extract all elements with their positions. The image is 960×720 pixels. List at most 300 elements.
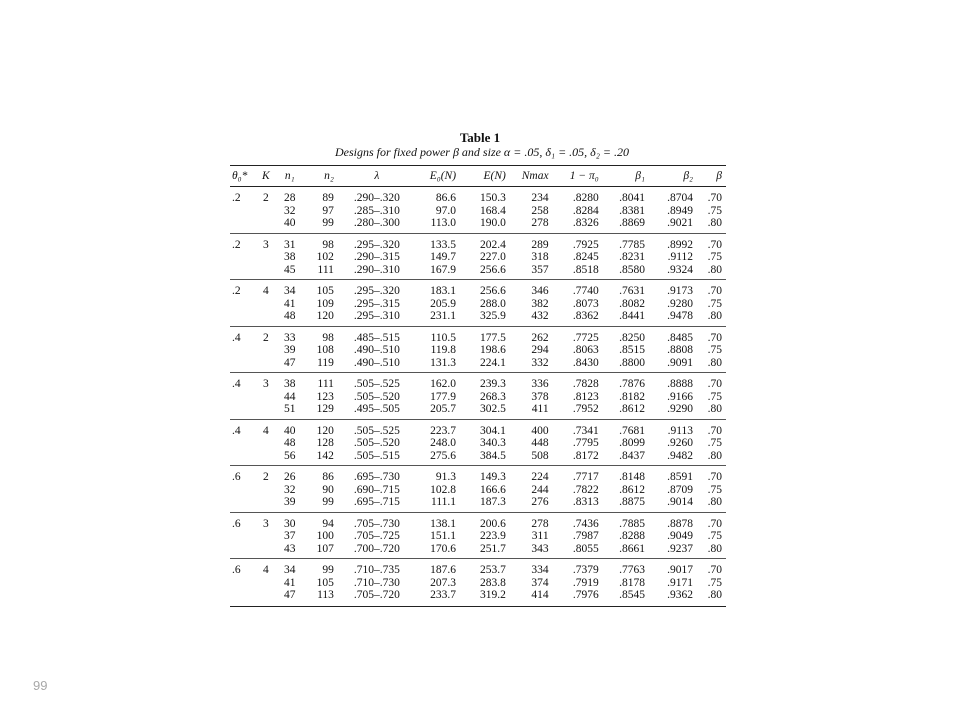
cell-n1: 39 bbox=[284, 496, 296, 508]
cell-en: 253.7 bbox=[458, 559, 508, 577]
cell-one-minus-pi0: .7919 bbox=[572, 576, 599, 589]
cell-e0n: 207.3 bbox=[430, 576, 457, 589]
cell-en: 224.1 bbox=[480, 356, 506, 369]
cell-nmax: 244 bbox=[531, 483, 549, 496]
cell-n1: 47 bbox=[284, 356, 296, 369]
cell-beta: .70 bbox=[695, 512, 726, 530]
table-title: Table 1 bbox=[459, 130, 501, 145]
table-row bbox=[230, 280, 726, 298]
cell-n1: 47 bbox=[276, 589, 303, 606]
cell-n2: 120 bbox=[303, 419, 342, 437]
header-nmax: Nmax bbox=[508, 166, 551, 187]
cell-e0n: 177.9 bbox=[430, 390, 457, 403]
table-row bbox=[230, 251, 726, 264]
cell-theta: .2 bbox=[230, 280, 255, 298]
cell-theta bbox=[230, 484, 255, 497]
cell-en: 325.9 bbox=[480, 310, 506, 322]
table-header-row bbox=[230, 166, 726, 187]
cell-en: 239.3 bbox=[458, 373, 508, 391]
cell-beta1: .8869 bbox=[619, 217, 645, 229]
cell-beta2: .9478 bbox=[667, 310, 694, 322]
cell-one-minus-pi0: .7925 bbox=[551, 233, 601, 251]
cell-theta bbox=[230, 344, 255, 357]
cell-beta1: .8250 bbox=[601, 326, 647, 344]
table-group bbox=[230, 187, 726, 234]
cell-n1: 44 bbox=[284, 390, 296, 403]
cell-e0n: 170.6 bbox=[430, 542, 457, 555]
cell-one-minus-pi0: .8172 bbox=[572, 449, 599, 462]
cell-beta: .80 bbox=[707, 310, 722, 322]
cell-beta2: .9280 bbox=[667, 297, 694, 310]
cell-k bbox=[255, 217, 276, 233]
table-row bbox=[230, 589, 726, 606]
cell-one-minus-pi0: .7822 bbox=[572, 483, 599, 496]
cell-en: 200.6 bbox=[458, 512, 508, 530]
cell-theta bbox=[230, 217, 255, 233]
cell-nmax: 262 bbox=[508, 326, 551, 344]
cell-nmax: 334 bbox=[508, 559, 551, 577]
header-lambda: λ bbox=[342, 166, 412, 187]
cell-n1: 41 bbox=[284, 297, 296, 310]
cell-beta2: .9091 bbox=[667, 356, 694, 369]
cell-one-minus-pi0: .8284 bbox=[572, 204, 599, 217]
cell-beta: .70 bbox=[695, 280, 726, 298]
table-row bbox=[230, 437, 726, 450]
cell-beta1: .7681 bbox=[601, 419, 647, 437]
cell-one-minus-pi0: .7436 bbox=[551, 512, 601, 530]
cell-beta: .75 bbox=[707, 483, 722, 496]
cell-lambda: .505–.520 bbox=[353, 390, 400, 403]
cell-en: 177.5 bbox=[458, 326, 508, 344]
cell-beta: .70 bbox=[695, 466, 726, 484]
cell-beta2: .9260 bbox=[667, 437, 694, 449]
cell-nmax: 382 bbox=[531, 297, 549, 310]
table-row bbox=[230, 403, 726, 419]
cell-one-minus-pi0: .8245 bbox=[572, 251, 599, 263]
cell-k: 4 bbox=[255, 559, 276, 577]
cell-e0n: 111.1 bbox=[431, 496, 457, 508]
cell-en: 166.6 bbox=[480, 483, 506, 496]
cell-lambda: .295–.320 bbox=[342, 280, 412, 298]
cell-beta1: .8612 bbox=[619, 403, 645, 415]
cell-n2: 89 bbox=[322, 192, 334, 204]
cell-k bbox=[255, 391, 276, 404]
table-group bbox=[230, 233, 726, 280]
cell-nmax: 400 bbox=[508, 419, 551, 437]
cell-one-minus-pi0: .8313 bbox=[572, 496, 599, 508]
cell-e0n: 151.1 bbox=[430, 530, 457, 542]
cell-en: 256.6 bbox=[480, 263, 506, 276]
cell-lambda: .295–.320 bbox=[342, 233, 412, 251]
cell-k: 2 bbox=[255, 326, 276, 344]
cell-n2: 105 bbox=[316, 576, 334, 589]
table-row bbox=[230, 298, 726, 311]
cell-k: 3 bbox=[255, 512, 276, 530]
cell-one-minus-pi0: .7976 bbox=[551, 589, 601, 606]
cell-lambda: .490–.510 bbox=[353, 356, 400, 369]
cell-en: 288.0 bbox=[480, 297, 506, 310]
cell-theta: .6 bbox=[230, 512, 255, 530]
cell-theta bbox=[230, 251, 255, 264]
cell-beta2: .8808 bbox=[667, 344, 694, 356]
cell-beta1: .8381 bbox=[619, 204, 645, 217]
cell-k bbox=[255, 310, 276, 326]
cell-beta2: .8591 bbox=[647, 466, 695, 484]
cell-beta1: .8231 bbox=[619, 251, 645, 263]
cell-en: 384.5 bbox=[480, 449, 506, 462]
cell-e0n: 133.5 bbox=[412, 233, 458, 251]
cell-beta1: .7631 bbox=[601, 280, 647, 298]
cell-e0n: 110.5 bbox=[412, 326, 458, 344]
header-k: K bbox=[255, 166, 276, 187]
cell-n2: 119 bbox=[317, 356, 334, 369]
cell-one-minus-pi0: .7717 bbox=[551, 466, 601, 484]
cell-k bbox=[255, 437, 276, 450]
cell-n2: 142 bbox=[316, 449, 334, 462]
cell-nmax: 332 bbox=[531, 356, 549, 369]
cell-nmax: 289 bbox=[508, 233, 551, 251]
table-row bbox=[230, 344, 726, 357]
cell-en: 319.2 bbox=[458, 589, 508, 606]
cell-beta: .80 bbox=[707, 263, 722, 276]
cell-beta1: .8148 bbox=[601, 466, 647, 484]
cell-n1: 31 bbox=[276, 233, 303, 251]
cell-k bbox=[255, 589, 276, 606]
cell-beta: .75 bbox=[707, 576, 722, 589]
cell-n1: 56 bbox=[284, 449, 296, 462]
header-n1: n₁ bbox=[276, 166, 303, 187]
cell-beta2: .9324 bbox=[667, 263, 694, 276]
cell-e0n: 233.7 bbox=[412, 589, 458, 606]
cell-nmax: 432 bbox=[531, 310, 549, 322]
cell-k bbox=[255, 298, 276, 311]
cell-lambda: .485–.515 bbox=[342, 326, 412, 344]
table-row bbox=[230, 530, 726, 543]
cell-en: 302.5 bbox=[480, 403, 506, 415]
cell-n1: 40 bbox=[284, 217, 296, 229]
cell-beta1: .8545 bbox=[601, 589, 647, 606]
cell-en: 251.7 bbox=[480, 542, 506, 555]
cell-k bbox=[255, 450, 276, 466]
cell-beta2: .8878 bbox=[647, 512, 695, 530]
cell-beta: .75 bbox=[707, 344, 722, 356]
designs-table bbox=[230, 165, 726, 607]
cell-beta2: .9113 bbox=[647, 419, 695, 437]
table-caption: Designs for fixed power β and size α = .05, δ₁ = .05, δ₂ = .20 bbox=[334, 145, 630, 159]
cell-beta1: .7785 bbox=[601, 233, 647, 251]
header-beta: β bbox=[695, 166, 726, 187]
cell-k bbox=[255, 357, 276, 373]
cell-beta2: .9021 bbox=[667, 217, 694, 229]
cell-lambda: .695–.715 bbox=[353, 496, 400, 508]
cell-n2: 98 bbox=[303, 326, 342, 344]
cell-k bbox=[255, 344, 276, 357]
cell-beta: .80 bbox=[707, 403, 722, 415]
cell-beta2: .9014 bbox=[667, 496, 694, 508]
cell-e0n: 275.6 bbox=[430, 449, 457, 462]
cell-lambda: .290–.320 bbox=[353, 192, 400, 204]
table-row bbox=[230, 264, 726, 280]
header-beta2: β₂ bbox=[647, 166, 695, 187]
cell-one-minus-pi0: .7725 bbox=[551, 326, 601, 344]
cell-en: 149.3 bbox=[458, 466, 508, 484]
cell-nmax: 346 bbox=[508, 280, 551, 298]
table-row bbox=[230, 326, 726, 344]
cell-nmax: 234 bbox=[531, 192, 549, 204]
cell-n1: 37 bbox=[284, 530, 296, 542]
cell-en: 190.0 bbox=[480, 217, 506, 229]
cell-one-minus-pi0: .8362 bbox=[572, 310, 599, 322]
cell-beta2: .9112 bbox=[667, 251, 694, 263]
cell-k: 3 bbox=[255, 233, 276, 251]
cell-one-minus-pi0: .7379 bbox=[551, 559, 601, 577]
cell-beta1: .8661 bbox=[619, 542, 645, 555]
cell-e0n: 205.9 bbox=[430, 297, 457, 310]
cell-lambda: .505–.515 bbox=[353, 449, 400, 462]
cell-beta1: .8288 bbox=[619, 530, 645, 542]
cell-n1: 32 bbox=[284, 204, 296, 217]
cell-beta: .75 bbox=[707, 530, 722, 542]
cell-theta: .4 bbox=[230, 326, 255, 344]
cell-one-minus-pi0: .7987 bbox=[572, 530, 599, 542]
cell-theta: .2 bbox=[232, 192, 241, 204]
cell-beta: .80 bbox=[707, 217, 722, 229]
cell-one-minus-pi0: .8055 bbox=[572, 542, 599, 555]
cell-n2: 97 bbox=[322, 204, 334, 217]
cell-nmax: 278 bbox=[508, 512, 551, 530]
cell-lambda: .490–.510 bbox=[353, 344, 400, 356]
cell-e0n: 248.0 bbox=[430, 437, 457, 449]
cell-nmax: 336 bbox=[508, 373, 551, 391]
cell-nmax: 276 bbox=[531, 496, 549, 508]
cell-beta: .75 bbox=[707, 437, 722, 449]
cell-beta1: .7876 bbox=[601, 373, 647, 391]
cell-beta1: .8441 bbox=[619, 310, 645, 322]
cell-theta: .6 bbox=[230, 466, 255, 484]
cell-en: 304.1 bbox=[458, 419, 508, 437]
table-row bbox=[230, 512, 726, 530]
table-row bbox=[230, 419, 726, 437]
table-row bbox=[230, 577, 726, 590]
cell-one-minus-pi0: .8518 bbox=[572, 263, 599, 276]
cell-theta bbox=[230, 577, 255, 590]
cell-k: 2 bbox=[262, 192, 269, 204]
cell-en: 202.4 bbox=[458, 233, 508, 251]
cell-theta bbox=[230, 530, 255, 543]
cell-n2: 94 bbox=[303, 512, 342, 530]
header-en: E(N) bbox=[458, 166, 508, 187]
cell-one-minus-pi0: .7828 bbox=[551, 373, 601, 391]
cell-beta2: .9017 bbox=[647, 559, 695, 577]
cell-beta1: .8515 bbox=[619, 344, 645, 356]
cell-theta: .4 bbox=[230, 373, 255, 391]
cell-n2: 102 bbox=[316, 251, 334, 263]
cell-n1: 26 bbox=[276, 466, 303, 484]
cell-one-minus-pi0: .8280 bbox=[572, 192, 599, 204]
cell-theta: .4 bbox=[230, 419, 255, 437]
cell-lambda: .505–.520 bbox=[353, 437, 400, 449]
cell-n1: 48 bbox=[284, 310, 296, 322]
table-row bbox=[230, 450, 726, 466]
cell-beta: .80 bbox=[707, 449, 722, 462]
cell-theta bbox=[230, 298, 255, 311]
page-number: 99 bbox=[33, 678, 48, 693]
table-group bbox=[230, 373, 726, 420]
table-row bbox=[230, 205, 726, 218]
cell-beta: .70 bbox=[707, 192, 722, 204]
cell-theta bbox=[230, 437, 255, 450]
table-group bbox=[230, 280, 726, 327]
cell-nmax: 414 bbox=[508, 589, 551, 606]
cell-nmax: 224 bbox=[508, 466, 551, 484]
cell-one-minus-pi0: .8063 bbox=[572, 344, 599, 356]
cell-n2: 109 bbox=[316, 297, 334, 310]
cell-nmax: 374 bbox=[531, 576, 549, 589]
cell-lambda: .290–.315 bbox=[353, 251, 400, 263]
cell-n2: 107 bbox=[316, 542, 334, 555]
cell-beta: .75 bbox=[707, 297, 722, 310]
cell-lambda: .710–.735 bbox=[342, 559, 412, 577]
cell-e0n: 131.3 bbox=[430, 356, 457, 369]
cell-e0n: 149.7 bbox=[430, 251, 457, 263]
cell-k bbox=[255, 484, 276, 497]
cell-k bbox=[255, 530, 276, 543]
cell-n1: 41 bbox=[284, 576, 296, 589]
cell-beta2: .8704 bbox=[667, 192, 694, 204]
cell-n1: 34 bbox=[276, 559, 303, 577]
cell-lambda: .705–.720 bbox=[342, 589, 412, 606]
cell-theta bbox=[230, 589, 255, 606]
cell-beta2: .8992 bbox=[647, 233, 695, 251]
table-row bbox=[230, 310, 726, 326]
cell-nmax: 278 bbox=[531, 217, 549, 229]
cell-one-minus-pi0: .8123 bbox=[572, 390, 599, 403]
cell-beta2: .9049 bbox=[667, 530, 694, 542]
cell-e0n: 183.1 bbox=[412, 280, 458, 298]
cell-n2: 100 bbox=[316, 530, 334, 542]
cell-n1: 30 bbox=[276, 512, 303, 530]
cell-k bbox=[255, 264, 276, 280]
cell-beta1: .8182 bbox=[619, 390, 645, 403]
cell-n1: 40 bbox=[276, 419, 303, 437]
table-group bbox=[230, 326, 726, 373]
cell-n1: 32 bbox=[284, 483, 296, 496]
cell-beta: .75 bbox=[707, 390, 722, 403]
cell-beta1: .7763 bbox=[601, 559, 647, 577]
cell-beta: .80 bbox=[707, 542, 722, 555]
cell-nmax: 294 bbox=[531, 344, 549, 356]
table-row bbox=[230, 484, 726, 497]
cell-nmax: 508 bbox=[531, 449, 549, 462]
cell-beta1: .8580 bbox=[619, 263, 645, 276]
cell-theta bbox=[230, 264, 255, 280]
cell-beta1: .8800 bbox=[619, 356, 645, 369]
cell-theta bbox=[230, 403, 255, 419]
cell-en: 340.3 bbox=[480, 437, 506, 449]
cell-n2: 99 bbox=[322, 496, 334, 508]
cell-one-minus-pi0: .7740 bbox=[551, 280, 601, 298]
table-row bbox=[230, 233, 726, 251]
cell-n2: 90 bbox=[322, 483, 334, 496]
cell-beta: .70 bbox=[695, 233, 726, 251]
cell-k: 3 bbox=[255, 373, 276, 391]
cell-beta2: .9482 bbox=[667, 449, 694, 462]
cell-beta: .70 bbox=[695, 326, 726, 344]
cell-k bbox=[255, 251, 276, 264]
cell-e0n: 119.8 bbox=[430, 344, 457, 356]
cell-n2: 111 bbox=[317, 263, 334, 276]
cell-en: 223.9 bbox=[480, 530, 506, 542]
cell-lambda: .690–.715 bbox=[353, 483, 400, 496]
table-row bbox=[230, 217, 726, 233]
cell-theta bbox=[230, 450, 255, 466]
cell-e0n: 167.9 bbox=[430, 263, 457, 276]
cell-nmax: 318 bbox=[531, 251, 549, 263]
table-row bbox=[230, 391, 726, 404]
cell-nmax: 411 bbox=[531, 403, 549, 415]
cell-n2: 111 bbox=[303, 373, 342, 391]
designs-table-figure bbox=[230, 131, 726, 607]
cell-lambda: .505–.525 bbox=[342, 419, 412, 437]
cell-nmax: 311 bbox=[531, 530, 549, 542]
cell-n1: 38 bbox=[284, 251, 296, 263]
cell-one-minus-pi0: .8326 bbox=[572, 217, 599, 229]
cell-beta2: .9171 bbox=[667, 576, 694, 589]
cell-beta2: .8709 bbox=[667, 483, 694, 496]
cell-lambda: .695–.730 bbox=[342, 466, 412, 484]
table-group bbox=[230, 466, 726, 513]
cell-beta: .80 bbox=[707, 356, 722, 369]
cell-e0n: 231.1 bbox=[430, 310, 457, 322]
cell-n2: 129 bbox=[316, 403, 334, 415]
cell-e0n: 97.0 bbox=[435, 204, 457, 217]
cell-beta: .80 bbox=[695, 589, 726, 606]
cell-en: 283.8 bbox=[480, 576, 506, 589]
cell-theta bbox=[230, 205, 255, 218]
table-row bbox=[230, 496, 726, 512]
cell-theta bbox=[230, 496, 255, 512]
cell-nmax: 378 bbox=[531, 390, 549, 403]
cell-nmax: 343 bbox=[531, 542, 549, 555]
table-row bbox=[230, 373, 726, 391]
cell-theta bbox=[230, 357, 255, 373]
cell-n2: 99 bbox=[322, 217, 334, 229]
cell-theta: .2 bbox=[230, 233, 255, 251]
cell-n1: 38 bbox=[276, 373, 303, 391]
cell-en: 227.0 bbox=[480, 251, 506, 263]
cell-n1: 28 bbox=[284, 192, 296, 204]
cell-n1: 51 bbox=[284, 403, 296, 415]
cell-lambda: .285–.310 bbox=[353, 204, 400, 217]
cell-lambda: .280–.300 bbox=[353, 217, 400, 229]
cell-beta2: .8485 bbox=[647, 326, 695, 344]
cell-theta bbox=[230, 310, 255, 326]
cell-n2: 98 bbox=[303, 233, 342, 251]
cell-lambda: .505–.525 bbox=[342, 373, 412, 391]
cell-lambda: .705–.725 bbox=[353, 530, 400, 542]
cell-en: 150.3 bbox=[480, 192, 506, 204]
cell-e0n: 91.3 bbox=[412, 466, 458, 484]
cell-beta: .75 bbox=[707, 251, 722, 263]
cell-k: 2 bbox=[255, 466, 276, 484]
header-e0n: E₀(N) bbox=[412, 166, 458, 187]
cell-beta: .75 bbox=[707, 204, 722, 217]
cell-beta: .80 bbox=[707, 496, 722, 508]
cell-n2: 105 bbox=[303, 280, 342, 298]
cell-k bbox=[255, 496, 276, 512]
table-row bbox=[230, 543, 726, 559]
cell-beta2: .8949 bbox=[667, 204, 694, 217]
